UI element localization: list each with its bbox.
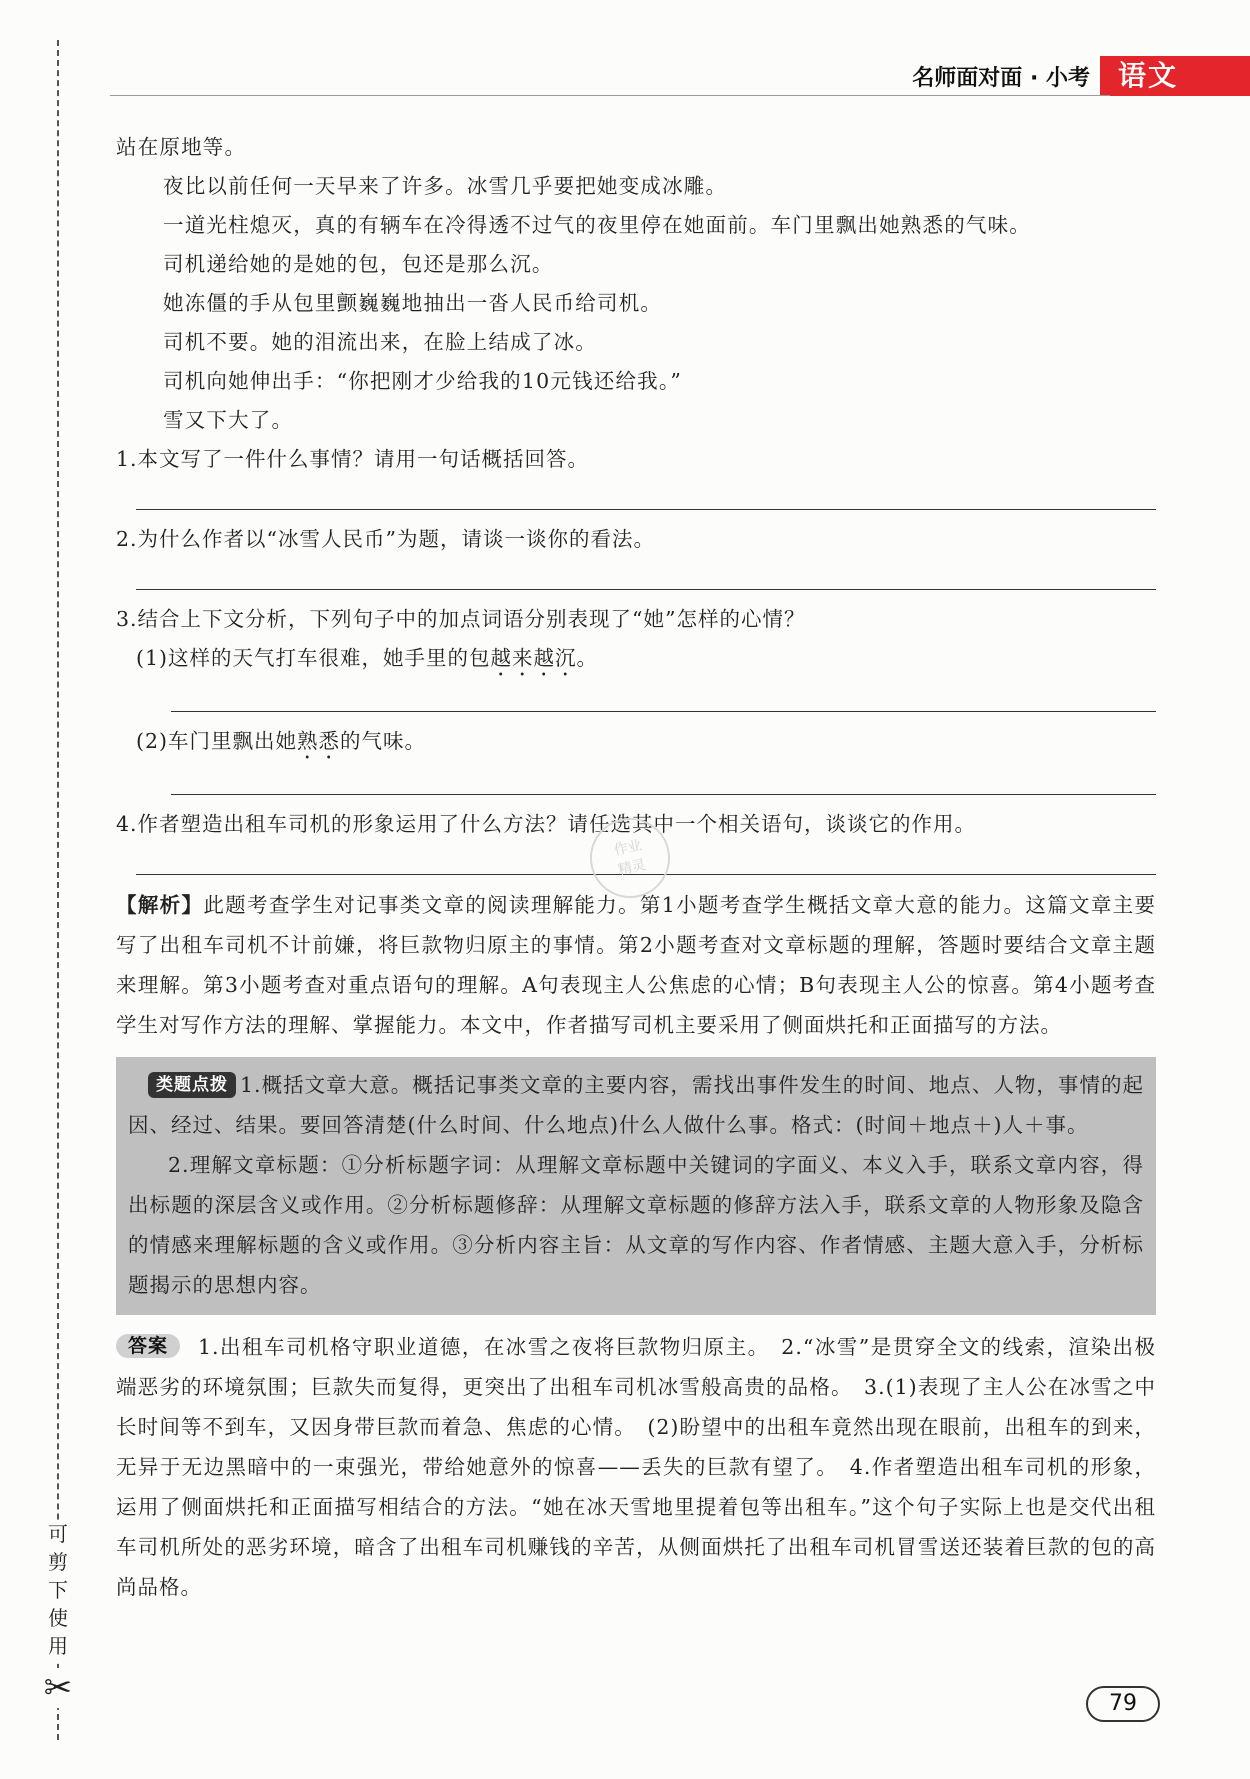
question-3-2: (2)车门里飘出她熟悉的气味。 xyxy=(136,729,427,753)
answer-text: 1.出租车司机格守职业道德，在冰雪之夜将巨款物归原主。 2.“冰雪”是贯穿全文的线索，渲染出极端恶劣的环境氛围；巨款失而复得，更突出了出租车司机冰雪般高贵的品格。 3.(1)表现了主人公在冰雪之中长时间等不到车，又因身带巨款而着急、焦虑的心情。 (2)盼望中的出租车竟然出现在眼前，出租车的到来，无异于无边黑暗中的一束强光，带给她意外的惊喜——丢失的巨款有望了。 4.作者塑造出租车司机的形象，运用了侧面烘托和正面描写相结合的方法。“她在冰天雪地里提着包等出租车。”这个句子实际上也是交代出租车司机所处的恶劣环境，暗含了出租车司机赚钱的辛苦，从侧面烘托了出租车司机冒雪送还装着巨款的包的高尚品格。 xyxy=(116,1335,1156,1599)
question-2: 2.为什么作者以“冰雪人民币”为题，请谈一谈你的看法。 xyxy=(116,527,656,551)
cut-line xyxy=(57,40,59,1740)
answer-tag: 答案 xyxy=(116,1334,180,1358)
page-header xyxy=(912,58,1250,94)
answer-line-3-1 xyxy=(171,681,1156,712)
scissors-icon: ✂ xyxy=(40,1668,76,1708)
story-line: 司机向她伸出手：“你把刚才少给我的10元钱还给我。” xyxy=(163,369,682,393)
answer-line-1 xyxy=(136,479,1156,510)
story-line: 一道光柱熄灭，真的有辆车在冷得透不过气的夜里停在她面前。车门里飘出她熟悉的气味。 xyxy=(163,213,1031,237)
answer-section xyxy=(116,1327,1156,1607)
cut-hint: 可剪下使用 xyxy=(44,1520,72,1660)
tips-tag: 类题点拨 xyxy=(148,1072,236,1098)
question-4: 4.作者塑造出租车司机的形象运用了什么方法？请任选其中一个相关语句，谈谈它的作用。 xyxy=(116,812,977,836)
tips-box xyxy=(116,1057,1156,1315)
story-line: 夜比以前任何一天早来了许多。冰雪几乎要把她变成冰雕。 xyxy=(163,174,728,198)
question-3-1: (1)这样的天气打车很难，她手里的包越来越沉。 xyxy=(136,646,599,670)
header-rule xyxy=(110,95,1110,96)
analysis-text: 此题考查学生对记事类文章的阅读理解能力。第1小题考查学生概括文章大意的能力。这篇文章主要写了出租车司机不计前嫌，将巨款物归原主的事情。第2小题考查对文章标题的理解，答题时要结合文章主题来理解。第3小题考查对重点语句的理解。A句表现主人公焦虑的心情；B句表现主人公的惊喜。第4小题考查学生对写作方法的理解、掌握能力。本文中，作者描写司机主要采用了侧面烘托和正面描写的方法。 xyxy=(116,893,1157,1037)
story-line: 她冻僵的手从包里颤巍巍地抽出一沓人民币给司机。 xyxy=(163,291,663,315)
answer-line-2 xyxy=(136,559,1156,590)
brand-title: 名师面对面 · 小考 xyxy=(912,65,1090,91)
question-3: 3.结合上下文分析，下列句子中的加点词语分别表现了“她”怎样的心情？ xyxy=(116,607,806,631)
emphasis-word: 熟悉 xyxy=(297,729,341,753)
analysis-section xyxy=(116,885,1156,1045)
tip-paragraph-1: 类题点拨 1.概括文章大意。概括记事类文章的主要内容，需找出事件发生的时间、地点、人物，事情的起因、经过、结果。要回答清楚(什么时间、什么地点)什么人做什么事。格式：(时间＋地点＋)人＋事。 xyxy=(128,1073,1144,1137)
story-line: 司机不要。她的泪流出来，在脸上结成了冰。 xyxy=(163,330,597,354)
page-number: 79 xyxy=(1086,1686,1160,1722)
story-line: 司机递给她的是她的包，包还是那么沉。 xyxy=(163,252,554,276)
subject-tab: 语文 xyxy=(1100,56,1250,96)
analysis-tag: 【解析】 xyxy=(116,893,204,917)
emphasis-word: 越来越沉 xyxy=(490,646,577,670)
watermark-stamp: 作业 精灵 xyxy=(583,811,678,906)
answer-line-3-2 xyxy=(171,764,1156,795)
question-1: 1.本文写了一件什么事情？请用一句话概括回答。 xyxy=(116,447,590,471)
story-line: 雪又下大了。 xyxy=(163,408,294,432)
tip-paragraph-2: 2.理解文章标题：①分析标题字词：从理解文章标题中关键词的字面义、本义入手，联系文章内容，得出标题的深层含义或作用。②分析标题修辞：从理解文章标题的修辞方法入手，联系文章的人物形象及隐含的情感来理解标题的含义或作用。③分析内容主旨：从文章的写作内容、作者情感、主题大意入手，分析标题揭示的思想内容。 xyxy=(128,1153,1144,1297)
story-line: 站在原地等。 xyxy=(116,135,247,159)
